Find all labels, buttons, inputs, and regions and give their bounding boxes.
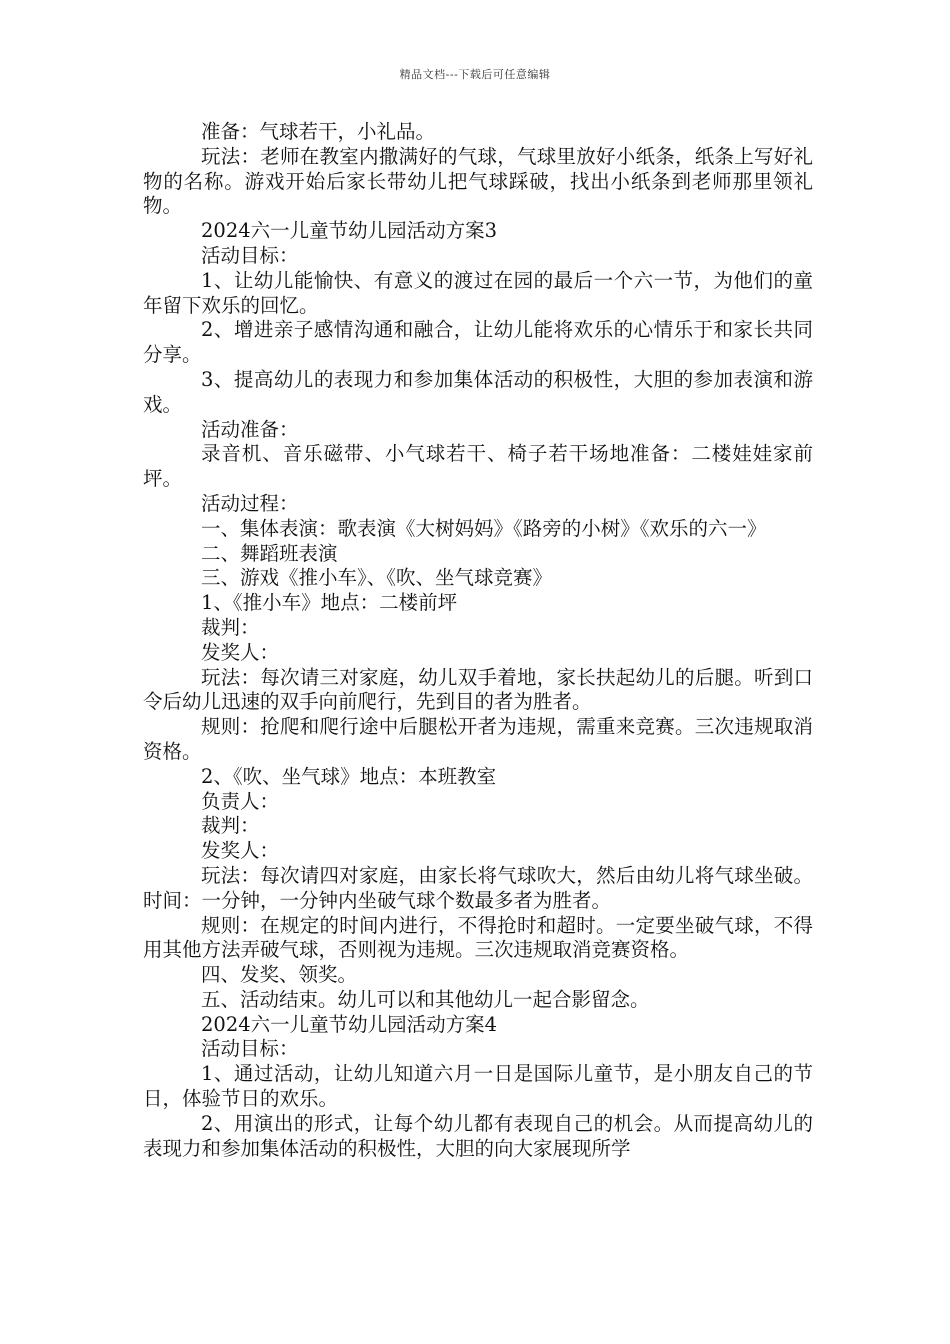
paragraph: 1、通过活动，让幼儿知道六月一日是国际儿童节，是小朋友自己的节日，体验节日的欢乐。 [143, 1062, 813, 1111]
section-heading: 2024六一儿童节幼儿园活动方案3 [201, 219, 498, 243]
paragraph: 三、游戏《推小车》、《吹、坐气球竞赛》 [201, 566, 553, 590]
paragraph: 规则：抢爬和爬行途中后腿松开者为违规，需重来竞赛。三次违规取消资格。 [143, 715, 813, 763]
paragraph: 四、发奖、领奖。 [201, 963, 358, 987]
paragraph: 录音机、音乐磁带、小气球若干、椅子若干场地准备：二楼娃娃家前坪。 [143, 442, 813, 491]
paragraph: 1、让幼儿能愉快、有意义的渡过在园的最后一个六一节，为他们的童年留下欢乐的回忆。 [143, 268, 813, 317]
paragraph: 活动目标： [201, 243, 299, 267]
paragraph: 活动目标： [201, 1037, 299, 1061]
paragraph: 活动过程： [201, 491, 299, 515]
section-heading: 2024六一儿童节幼儿园活动方案4 [201, 1012, 498, 1036]
paragraph: 发奖人： [201, 839, 280, 863]
paragraph: 2、增进亲子感情沟通和融合，让幼儿能将欢乐的心情乐于和家长共同分享。 [143, 318, 813, 367]
paragraph: 1、《推小车》地点：二楼前坪 [201, 591, 458, 615]
paragraph: 负责人： [201, 789, 280, 813]
paragraph: 活动准备： [201, 417, 299, 441]
paragraph: 二、舞蹈班表演 [201, 541, 338, 565]
paragraph: 玩法：每次请三对家庭，幼儿双手着地，家长扶起幼儿的后腿。听到口令后幼儿迅速的双手向前爬行，先到目的者为胜者。 [143, 665, 813, 714]
paragraph: 五、活动结束。幼儿可以和其他幼儿一起合影留念。 [201, 987, 650, 1011]
document-body [143, 120, 813, 1161]
paragraph: 规则：在规定的时间内进行，不得抢时和超时。一定要坐破气球，不得用其他方法弄破气球，否则视为违规。三次违规取消竞赛资格。 [143, 913, 813, 962]
paragraph: 准备：气球若干，小礼品。 [201, 120, 436, 143]
page-header: 精品文档---下载后可任意编辑 [399, 68, 551, 81]
paragraph: 玩法：每次请四对家庭，由家长将气球吹大，然后由幼儿将气球坐破。时间：一分钟，一分钟内坐破气球个数最多者为胜者。 [143, 863, 813, 912]
paragraph: 发奖人： [201, 640, 280, 664]
paragraph: 裁判： [201, 814, 260, 838]
paragraph: 3、提高幼儿的表现力和参加集体活动的积极性，大胆的参加表演和游戏。 [143, 367, 813, 416]
paragraph: 2、《吹、坐气球》地点：本班教室 [201, 764, 497, 788]
paragraph: 裁判： [201, 615, 260, 639]
paragraph: 一、集体表演：歌表演《大树妈妈》《路旁的小树》《欢乐的六一》 [201, 516, 767, 540]
paragraph: 2、用演出的形式，让每个幼儿都有表现自己的机会。从而提高幼儿的表现力和参加集体活动的积极性，大胆的向大家展现所学 [143, 1111, 813, 1160]
paragraph: 玩法：老师在教室内撒满好的气球，气球里放好小纸条，纸条上写好礼物的名称。游戏开始后家长带幼儿把气球踩破，找出小纸条到老师那里领礼物。 [143, 144, 813, 218]
